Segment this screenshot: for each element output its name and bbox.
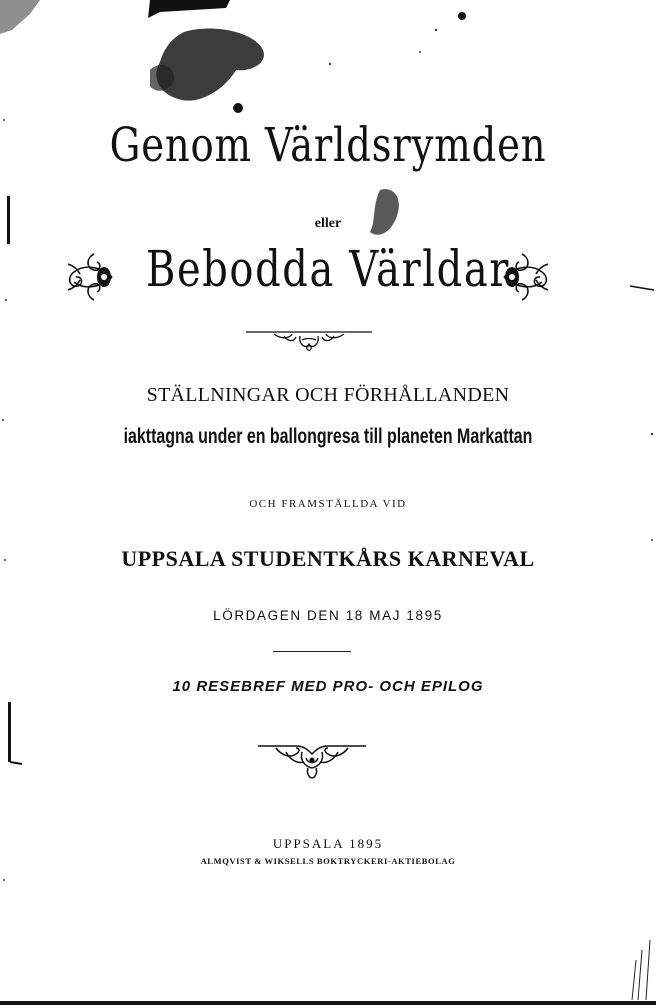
subtitle-line-1: STÄLLNINGAR OCH FÖRHÅLLANDEN xyxy=(146,384,510,406)
scroll-divider-icon xyxy=(244,328,374,354)
subtitle-line-2: iakttagna under en ballongresa till planeten Markattan xyxy=(123,425,533,448)
title-connector: eller xyxy=(314,216,342,231)
short-divider-rule xyxy=(273,651,351,652)
vignette-ornament-icon xyxy=(256,740,368,780)
subtitle-line-4: UPPSALA STUDENTKÅRS KARNEVAL xyxy=(121,546,535,571)
title-line-2: Bebodda Världar xyxy=(145,240,511,298)
event-date: LÖRDAGEN DEN 18 MAJ 1895 xyxy=(213,608,443,623)
scan-edge-bottom xyxy=(0,996,656,1008)
title-line-1: Genom Världsrymden xyxy=(109,118,547,173)
subtitle-line-6: 10 RESEBREF MED PRO- OCH EPILOG xyxy=(172,678,484,695)
subtitle-line-3: OCH FRAMSTÄLLDA VID xyxy=(249,498,407,510)
imprint-printer: ALMQVIST & WIKSELLS BOKTRYCKERI-AKTIEBOLAG xyxy=(200,856,456,866)
imprint-place-year: UPPSALA 1895 xyxy=(272,836,384,851)
